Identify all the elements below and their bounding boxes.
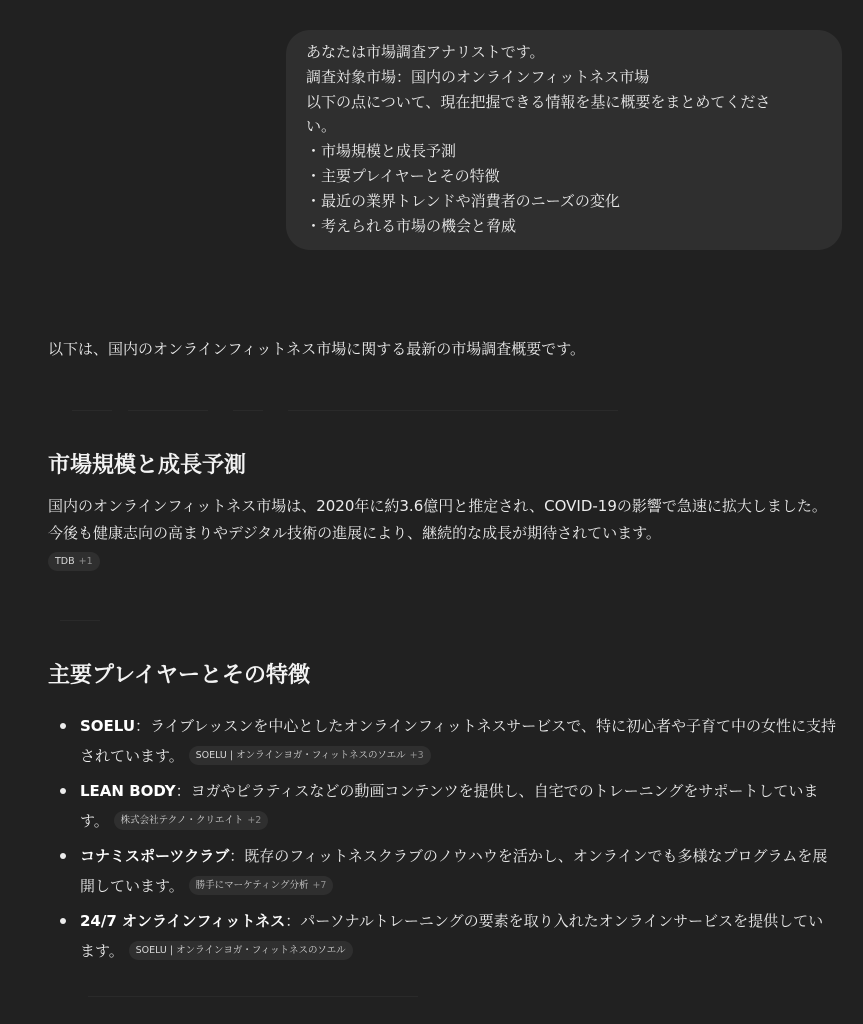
user-message-bubble (286, 30, 842, 250)
source-chip-label: 株式会社テクノ・クリエイト (120, 815, 244, 826)
bullet-dot (60, 723, 66, 729)
user-message-bullet: ・考えられる市場の機会と脅威 (306, 216, 517, 235)
source-chip[interactable] (189, 746, 431, 765)
source-chip-label: SOELU | オンラインヨガ・フィットネスのソエル (135, 945, 346, 956)
list-item (48, 711, 838, 771)
bullet-dot (60, 918, 66, 924)
source-chip-count: +3 (409, 750, 424, 761)
list-item (48, 776, 838, 836)
source-chip[interactable] (114, 811, 269, 830)
bullet-dot (60, 788, 66, 794)
source-chip-count: +7 (312, 880, 327, 891)
user-message-line: 以下の点について、現在把握できる情報を基に概要をまとめてくださ (306, 92, 771, 111)
source-chip-count: +2 (247, 815, 262, 826)
key-players-list (48, 711, 838, 966)
source-chip-label: SOELU | オンラインヨガ・フィットネスのソエル (195, 750, 406, 761)
bullet-dot (60, 853, 66, 859)
source-chip-label: 勝手にマーケティング分析 (195, 880, 309, 891)
assistant-message (48, 330, 838, 997)
section-divider (48, 996, 838, 997)
player-name: LEAN BODY (80, 782, 176, 800)
user-message-line: 調査対象市場：国内のオンラインフィットネス市場 (306, 67, 650, 86)
market-size-paragraph (48, 493, 838, 547)
list-item (48, 841, 838, 901)
section-divider (48, 410, 838, 411)
source-chip[interactable] (48, 552, 100, 571)
user-message-bullet: ・市場規模と成長予測 (306, 142, 457, 161)
player-name: 24/7 オンラインフィットネス (80, 912, 286, 930)
section-heading-market-size: 市場規模と成長予測 (48, 453, 247, 478)
source-chip[interactable] (189, 876, 334, 895)
player-description: ：ライブレッスンを中心としたオンラインフィットネスサービスで、特に初心者や子育て中の女性に支持されています。 (80, 717, 836, 765)
player-description: ：ヨガやピラティスなどの動画コンテンツを提供し、自宅でのトレーニングをサポートしています。 (80, 782, 819, 830)
user-message-bullet: ・主要プレイヤーとその特徴 (306, 166, 500, 185)
user-message-line: あなたは市場調査アナリストです。 (306, 43, 545, 61)
user-message-bullet: ・最近の業界トレンドや消費者のニーズの変化 (306, 191, 620, 210)
user-message-line: い。 (306, 117, 337, 136)
source-chip-count: +1 (78, 556, 93, 567)
section-heading-key-players: 主要プレイヤーとその特徴 (48, 663, 311, 688)
player-description: ：パーソナルトレーニングの要素を取り入れたオンラインサービスを提供しています。 (80, 912, 824, 960)
market-size-text: 国内のオンラインフィットネス市場は、2020年に約3.6億円と推定され、COVID-19の影響で急速に拡大しました。今後も健康志向の高まりやデジタル技術の進展により、継続的な成長が期待されています。 (48, 497, 827, 542)
assistant-intro: 以下は、国内のオンラインフィットネス市場に関する最新の市場調査概要です。 (48, 340, 586, 358)
source-chip[interactable] (129, 941, 353, 960)
list-item (48, 906, 838, 966)
section-divider (48, 620, 838, 621)
player-name: コナミスポーツクラブ (80, 847, 230, 865)
player-description: ：既存のフィットネスクラブのノウハウを活かし、オンラインでも多様なプログラムを展開しています。 (80, 847, 828, 895)
player-name: SOELU (80, 717, 136, 735)
source-chip-label: TDB (55, 556, 75, 567)
